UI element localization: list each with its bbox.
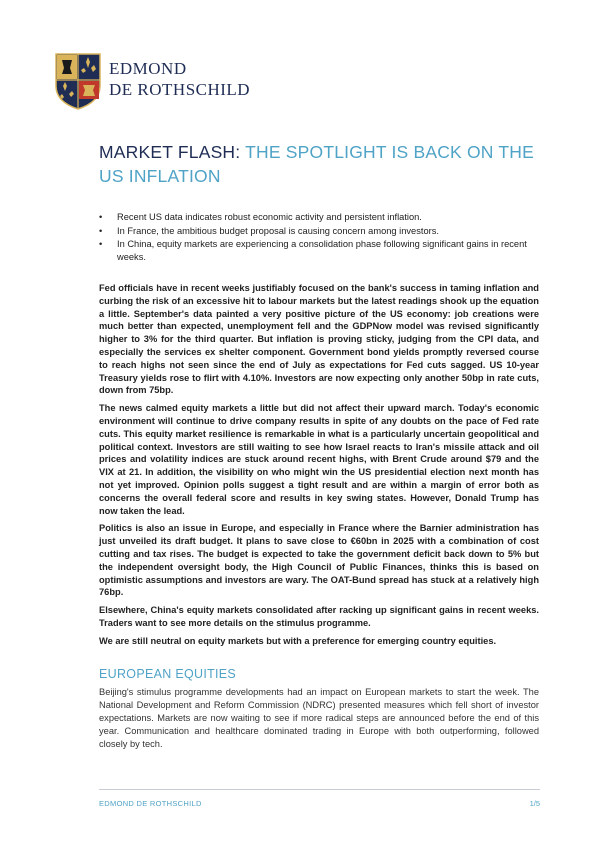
key-point: • In China, equity markets are experiencing a consolidation phase following significant gains in recent weeks. <box>99 238 539 264</box>
title-prefix: MARKET FLASH: <box>99 142 246 162</box>
body-text <box>99 282 539 653</box>
key-points-list <box>99 211 539 265</box>
coat-of-arms-icon <box>54 52 102 110</box>
key-point: • In France, the ambitious budget proposal is causing concern among investors. <box>99 225 539 238</box>
brand-wordmark <box>109 58 250 100</box>
brand-line-1: EDMOND <box>109 59 187 78</box>
page-number: 1/5 <box>529 799 540 808</box>
title-highlight: THE SPOTLIGHT IS BACK ON THE US INFLATION <box>99 142 534 186</box>
paragraph: We are still neutral on equity markets but with a preference for emerging country equities. <box>99 635 497 646</box>
footer-brand: EDMOND DE ROTHSCHILD <box>99 799 202 808</box>
key-point: • Recent US data indicates robust economic activity and persistent inflation. <box>99 211 539 224</box>
paragraph: Fed officials have in recent weeks justifiably focused on the bank's success in taming inflation and curbing the risk of an excessive hit to labour markets but the latest readings shook up the equation a little. September's data painted a very positive picture of the US economy: job creations were much better than expected, unemployment fell and the GDPNow model was revised significantly higher to 3% for the third quarter. But inflation is proving sticky, judging from the CPI data, and especially the services ex shelter component. Government bond yields promptly reversed course to reach highs not seen since the end of July as expectations for Fed cuts sagged. US 10-year Treasury yields rose to flirt with 4.10%. Investors are now expecting only another 50bp in rate cuts, down from 75bp. <box>99 283 539 396</box>
page-title <box>99 140 539 188</box>
footer-divider <box>99 789 540 790</box>
section-body: Beijing's stimulus programme developments had an impact on European markets to start the week. The National Development and Reform Commission (NDRC) presented measures which fell short of investor expectations. Markets are now waiting to see if more radical steps are announced before the end of this year. Communication and healthcare dominated trading in Europe with both outperforming, followed closely by tech. <box>99 687 539 749</box>
paragraph: The news calmed equity markets a little but did not affect their upward march. Today's economic environment will continue to drive company results in spite of any doubts on the pace of Fed rate cuts. This equity market resilience is remarkable in what is a particularly uncertain geopolitical and political context. Investors are still waiting to see how Israel reacts to Iran's missile attack and oil prices and volatility indices are stuck around recent highs, with Brent Crude around $79 and the VIX at 21. In addition, the visibility on who might win the US presidential election next month has not yet improved. Opinion polls suggest a tight result and are within a margin of error both as concerns the overall federal score and results in key swing states. However, Donald Trump has now taken the lead. <box>99 403 539 516</box>
paragraph: Politics is also an issue in Europe, and especially in France where the Barnier administration has just unveiled its draft budget. It plans to save close to €60bn in 2025 with a combination of cost cutting and tax rises. The budget is expected to take the government deficit back down to 5% but the independent oversight body, the High Council of Public Finances, thinks this is based on optimistic assumptions and investors are wary. The OAT-Bund spread has stuck at a relatively high 76bp. <box>99 523 539 598</box>
paragraph: Elsewhere, China's equity markets consolidated after racking up significant gains in recent weeks. Traders want to see more details on the stimulus programme. <box>99 605 539 628</box>
brand-line-2: DE ROTHSCHILD <box>109 80 251 99</box>
section-title: EUROPEAN EQUITIES <box>99 667 237 681</box>
